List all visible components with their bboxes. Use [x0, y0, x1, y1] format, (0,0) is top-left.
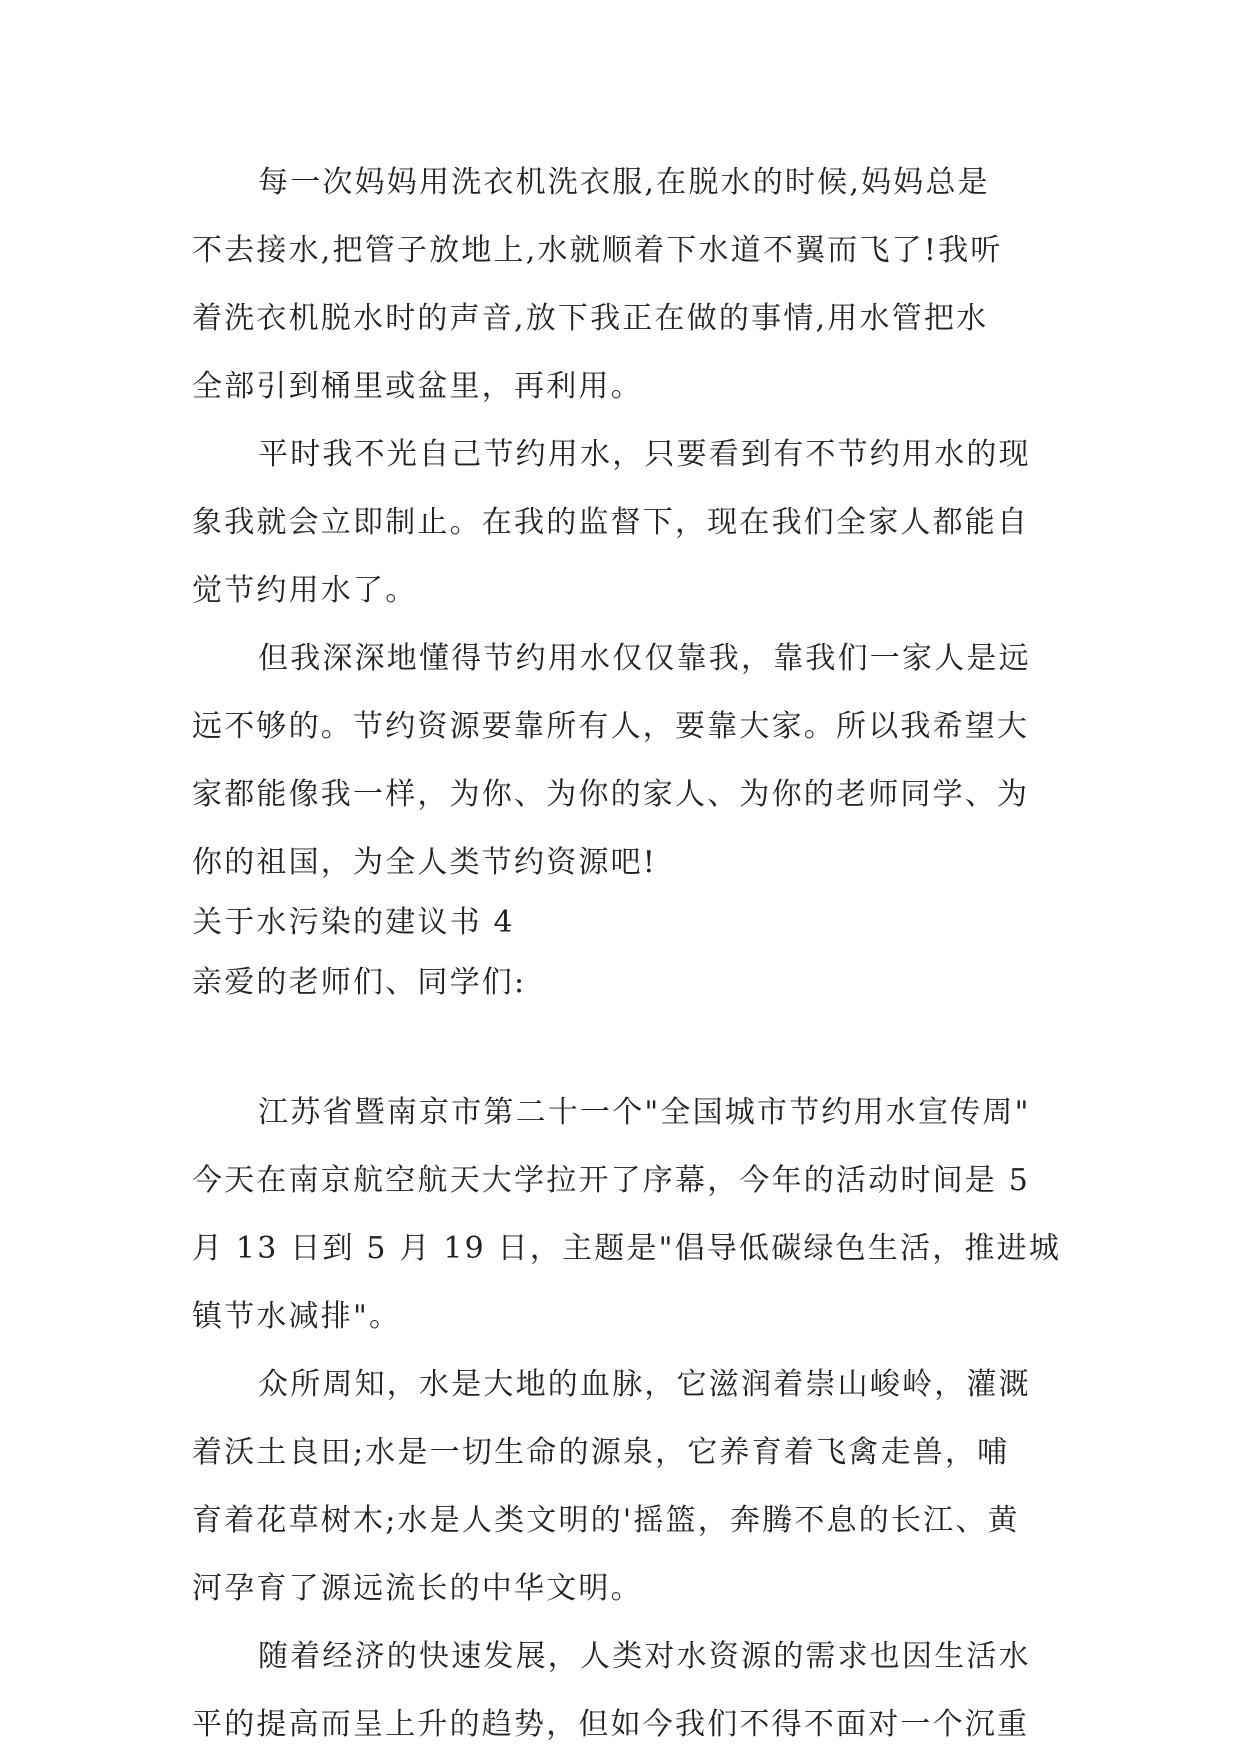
- paragraph-line: 着洗衣机脱水时的声音,放下我正在做的事情,用水管把水: [192, 301, 989, 336]
- paragraph-line: 象我就会立即制止。在我的监督下，现在我们全家人都能自: [192, 505, 1030, 540]
- paragraph-line: 远不够的。节约资源要靠所有人，要靠大家。所以我希望大: [192, 709, 1030, 744]
- paragraph-line: 着沃土良田;水是一切生命的源泉，它养育着飞禽走兽，哺: [192, 1435, 1010, 1470]
- paragraph-line: 觉节约用水了。: [192, 573, 418, 608]
- paragraph-line: 河孕育了源远流长的中华文明。: [192, 1571, 643, 1606]
- paragraph-line: 家都能像我一样，为你、为你的家人、为你的老师同学、为: [192, 777, 1030, 812]
- paragraph-line: 平的提高而呈上升的趋势，但如今我们不得不面对一个沉重: [192, 1707, 1030, 1742]
- paragraph-line: 每一次妈妈用洗衣机洗衣服,在脱水的时候,妈妈总是: [258, 165, 990, 200]
- paragraph-line: 江苏省暨南京市第二十一个"全国城市节约用水宣传周": [258, 1095, 1031, 1130]
- paragraph-line: 今天在南京航空航天大学拉开了序幕，今年的活动时间是 5: [192, 1163, 1031, 1198]
- paragraph-line: 随着经济的快速发展，人类对水资源的需求也因生活水: [258, 1639, 1031, 1674]
- paragraph-line: 全部引到桶里或盆里，再利用。: [192, 369, 643, 404]
- section-heading: 关于水污染的建议书 4: [192, 905, 515, 940]
- paragraph-line: 众所周知，水是大地的血脉，它滋润着崇山峻岭，灌溉: [258, 1367, 1031, 1402]
- paragraph-line: 镇节水减排"。: [192, 1299, 402, 1334]
- paragraph-line: 育着花草树木;水是人类文明的'摇篮，奔腾不息的长江、黄: [192, 1503, 1020, 1538]
- paragraph-line: 月 13 日到 5 月 19 日，主题是"倡导低碳绿色生活，推进城: [192, 1231, 1062, 1266]
- paragraph-line: 但我深深地懂得节约用水仅仅靠我，靠我们一家人是远: [258, 641, 1031, 676]
- salutation: 亲爱的老师们、同学们:: [192, 965, 527, 1000]
- paragraph-line: 平时我不光自己节约用水，只要看到有不节约用水的现: [258, 437, 1031, 472]
- paragraph-line: 你的祖国，为全人类节约资源吧!: [192, 845, 658, 880]
- paragraph-line: 不去接水,把管子放地上,水就顺着下水道不翼而飞了!我听: [192, 233, 1003, 268]
